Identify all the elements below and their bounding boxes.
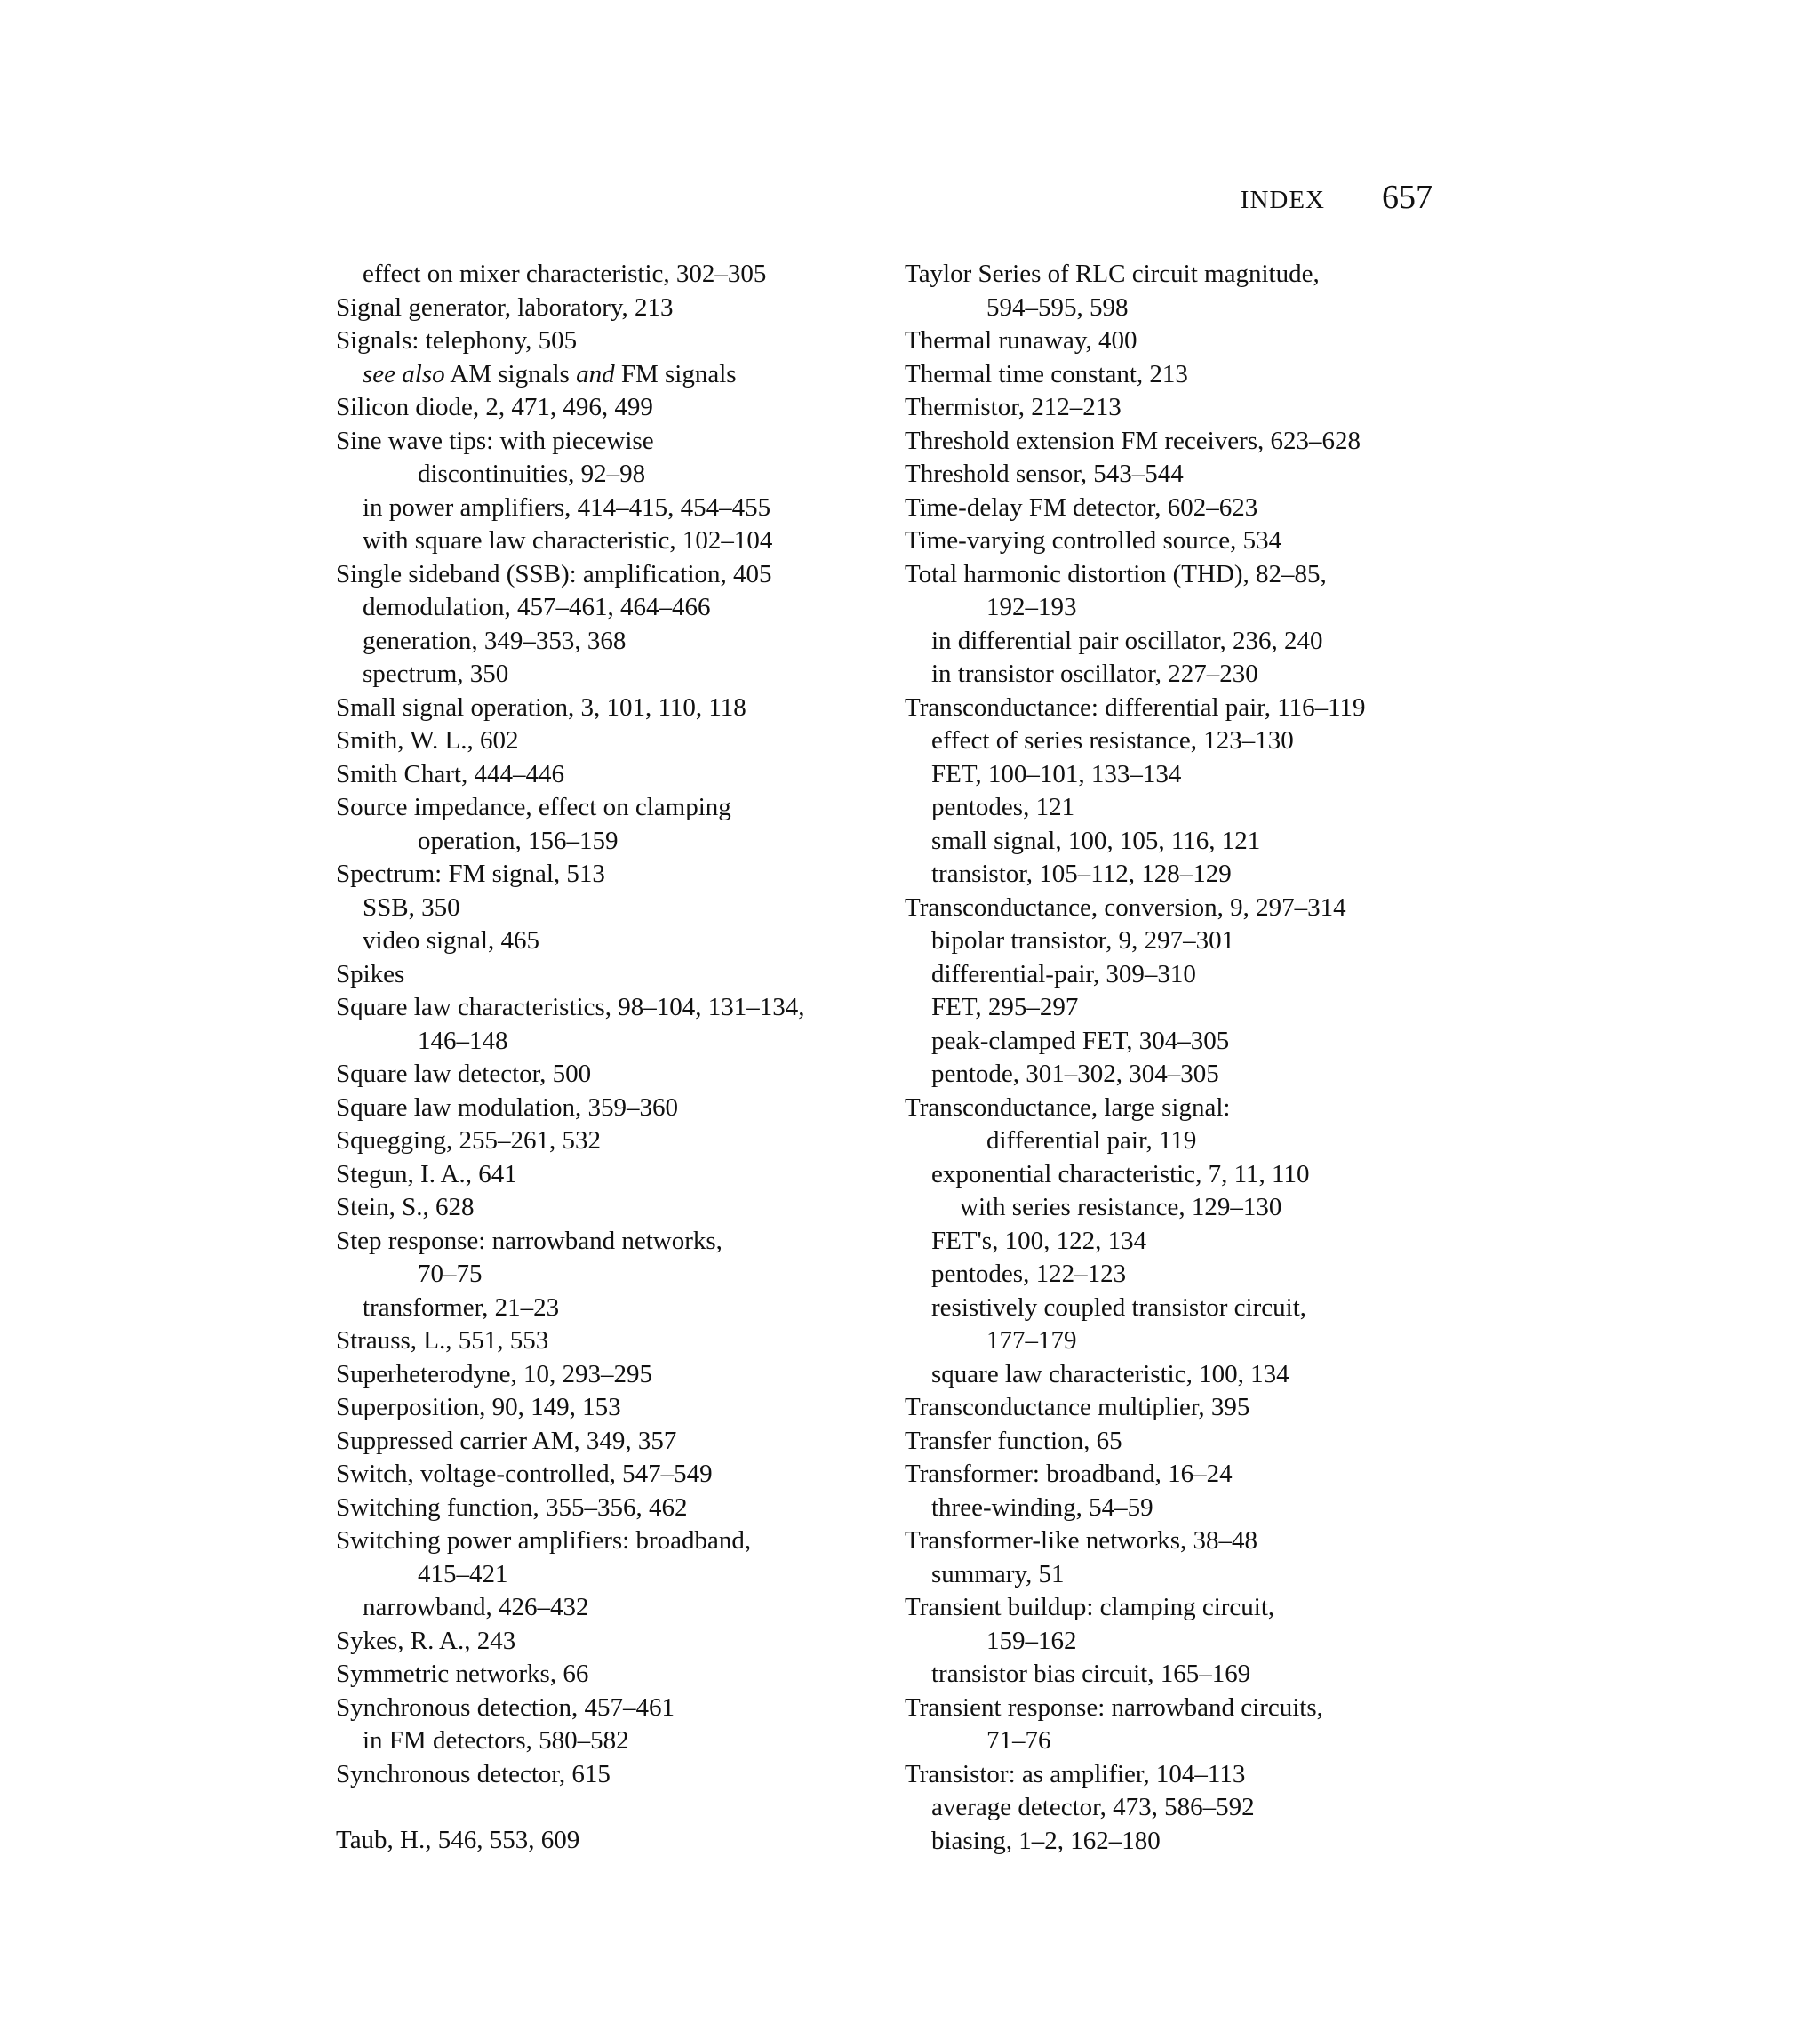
index-entry: Transconductance, large signal:: [905, 1092, 1231, 1122]
index-subentry: narrowband, 426–432: [363, 1593, 589, 1621]
entry-text-part: FM signals: [614, 359, 737, 388]
index-entry: Synchronous detector, 615: [336, 1759, 611, 1788]
index-entry-continuation: 71–76: [986, 1726, 1051, 1755]
index-subentry: FET's, 100, 122, 134: [931, 1226, 1147, 1255]
entry-text-part: AM signals: [444, 359, 577, 388]
index-entry: Transconductance multiplier, 395: [905, 1393, 1250, 1421]
entry-gap: [336, 1791, 905, 1824]
index-entry-continuation: 594–595, 598: [986, 292, 1129, 322]
index-entry: Stegun, I. A., 641: [336, 1159, 517, 1188]
entry-text-part: see also: [363, 359, 445, 388]
index-subentry: FET, 100–101, 133–134: [931, 759, 1182, 788]
index-entry: Threshold extension FM receivers, 623–628: [905, 426, 1361, 455]
running-head: INDEX: [1240, 186, 1325, 214]
index-entry: Thermal runaway, 400: [905, 326, 1138, 355]
index-subentry: square law characteristic, 100, 134: [931, 1359, 1289, 1388]
index-entry-continuation: operation, 156–159: [418, 826, 619, 855]
index-subentry: exponential characteristic, 7, 11, 110: [931, 1159, 1310, 1188]
index-subentry: effect of series resistance, 123–130: [931, 726, 1294, 755]
index-subentry: with square law characteristic, 102–104: [363, 526, 773, 555]
index-entry: Switching power amplifiers: broadband,: [336, 1526, 752, 1555]
index-entry: Superposition, 90, 149, 153: [336, 1393, 621, 1421]
index-entry: Signals: telephony, 505: [336, 326, 578, 355]
index-subentry: in power amplifiers, 414–415, 454–455: [363, 492, 771, 522]
index-subentry: [336, 358, 905, 392]
index-entry-continuation: 70–75: [418, 1260, 483, 1288]
index-subentry: demodulation, 457–461, 464–466: [363, 593, 711, 621]
index-entry: Stein, S., 628: [336, 1193, 475, 1221]
index-subentry: transformer, 21–23: [363, 1292, 560, 1322]
index-entry: Smith Chart, 444–446: [336, 759, 564, 788]
index-entry: Switch, voltage-controlled, 547–549: [336, 1460, 713, 1488]
index-subentry: in differential pair oscillator, 236, 240: [931, 626, 1323, 655]
index-entry: Square law detector, 500: [336, 1060, 592, 1088]
index-entry: Smith, W. L., 602: [336, 726, 519, 755]
index-entry: Transient response: narrowband circuits,: [905, 1692, 1323, 1722]
index-entry: Small signal operation, 3, 101, 110, 118: [336, 692, 746, 722]
index-subentry: FET, 295–297: [931, 993, 1079, 1021]
index-entry: Spikes: [336, 959, 405, 988]
index-entry: Spectrum: FM signal, 513: [336, 860, 605, 888]
index-entry: Strauss, L., 551, 553: [336, 1326, 549, 1355]
index-entry-continuation: differential pair, 119: [986, 1126, 1197, 1155]
index-entry: Time-varying controlled source, 534: [905, 526, 1282, 555]
index-entry: Signal generator, laboratory, 213: [336, 292, 674, 322]
index-entry: Silicon diode, 2, 471, 496, 499: [336, 393, 653, 421]
index-entry: Source impedance, effect on clamping: [336, 793, 731, 821]
index-entry: Step response: narrowband networks,: [336, 1226, 722, 1255]
index-entry: Squegging, 255–261, 532: [336, 1126, 602, 1155]
index-subentry: biasing, 1–2, 162–180: [931, 1826, 1161, 1855]
index-entry: Thermistor, 212–213: [905, 393, 1122, 421]
index-subentry: generation, 349–353, 368: [363, 626, 627, 655]
index-subentry: average detector, 473, 586–592: [931, 1793, 1255, 1821]
index-column-left: [336, 258, 905, 1858]
index-entry: Square law characteristics, 98–104, 131–134,: [336, 993, 805, 1021]
index-entry: Transistor: as amplifier, 104–113: [905, 1759, 1246, 1788]
index-entry: Sine wave tips: with piecewise: [336, 426, 654, 455]
index-entry: Taub, H., 546, 553, 609: [336, 1826, 580, 1854]
index-entry: Threshold sensor, 543–544: [905, 460, 1184, 488]
index-subentry: differential-pair, 309–310: [931, 959, 1196, 988]
index-entry: Transient buildup: clamping circuit,: [905, 1593, 1275, 1621]
index-subentry: SSB, 350: [363, 892, 460, 922]
index-entry-continuation: 415–421: [418, 1559, 508, 1588]
index-entry-continuation: 159–162: [986, 1626, 1077, 1655]
index-entry-continuation: 177–179: [986, 1326, 1077, 1355]
index-entry: Transformer: broadband, 16–24: [905, 1460, 1233, 1488]
index-subentry: video signal, 465: [363, 926, 539, 955]
index-entry: Sykes, R. A., 243: [336, 1626, 516, 1655]
index-entry: Switching function, 355–356, 462: [336, 1492, 688, 1522]
index-subentry: small signal, 100, 105, 116, 121: [931, 826, 1261, 855]
index-subentry: in FM detectors, 580–582: [363, 1726, 629, 1755]
index-entry-continuation: 192–193: [986, 593, 1077, 621]
index-subentry: pentodes, 121: [931, 793, 1075, 821]
index-entry: Total harmonic distortion (THD), 82–85,: [905, 559, 1327, 588]
entry-text-part: and: [576, 359, 615, 388]
index-subentry: pentode, 301–302, 304–305: [931, 1060, 1219, 1088]
index-entry: Transformer-like networks, 38–48: [905, 1526, 1258, 1555]
index-subentry: summary, 51: [931, 1559, 1065, 1588]
page-header: [1241, 178, 1433, 217]
index-subentry: bipolar transistor, 9, 297–301: [931, 926, 1235, 955]
index-entry: Square law modulation, 359–360: [336, 1092, 679, 1122]
index-subentry: pentodes, 122–123: [931, 1260, 1127, 1288]
index-subentry: effect on mixer characteristic, 302–305: [363, 260, 767, 288]
index-entry: Transfer function, 65: [905, 1426, 1122, 1455]
index-entry-continuation: discontinuities, 92–98: [418, 460, 646, 488]
index-subentry: three-winding, 54–59: [931, 1492, 1153, 1522]
index-subentry: in transistor oscillator, 227–230: [931, 660, 1258, 688]
index-entry: Time-delay FM detector, 602–623: [905, 492, 1258, 522]
index-entry: Transconductance: differential pair, 116–119: [905, 692, 1366, 722]
index-entry: Single sideband (SSB): amplification, 405: [336, 559, 772, 588]
index-subentry: spectrum, 350: [363, 660, 509, 688]
index-entry: Suppressed carrier AM, 349, 357: [336, 1426, 677, 1455]
index-entry: Thermal time constant, 213: [905, 359, 1188, 388]
page-number: 657: [1382, 179, 1433, 216]
index-column-right: [905, 258, 1473, 1858]
index-subentry: transistor bias circuit, 165–169: [931, 1660, 1251, 1688]
index-subentry: transistor, 105–112, 128–129: [931, 860, 1232, 888]
index-entry: Transconductance, conversion, 9, 297–314: [905, 892, 1346, 922]
index-entry: Symmetric networks, 66: [336, 1660, 589, 1688]
index-entry: Superheterodyne, 10, 293–295: [336, 1359, 652, 1388]
index-entry: Synchronous detection, 457–461: [336, 1692, 675, 1722]
index-subentry: resistively coupled transistor circuit,: [931, 1292, 1307, 1322]
index-subentry: peak-clamped FET, 304–305: [931, 1026, 1230, 1055]
index-entry: Taylor Series of RLC circuit magnitude,: [905, 260, 1320, 288]
index-entry-continuation: 146–148: [418, 1026, 508, 1055]
index-subentry: with series resistance, 129–130: [960, 1193, 1282, 1221]
